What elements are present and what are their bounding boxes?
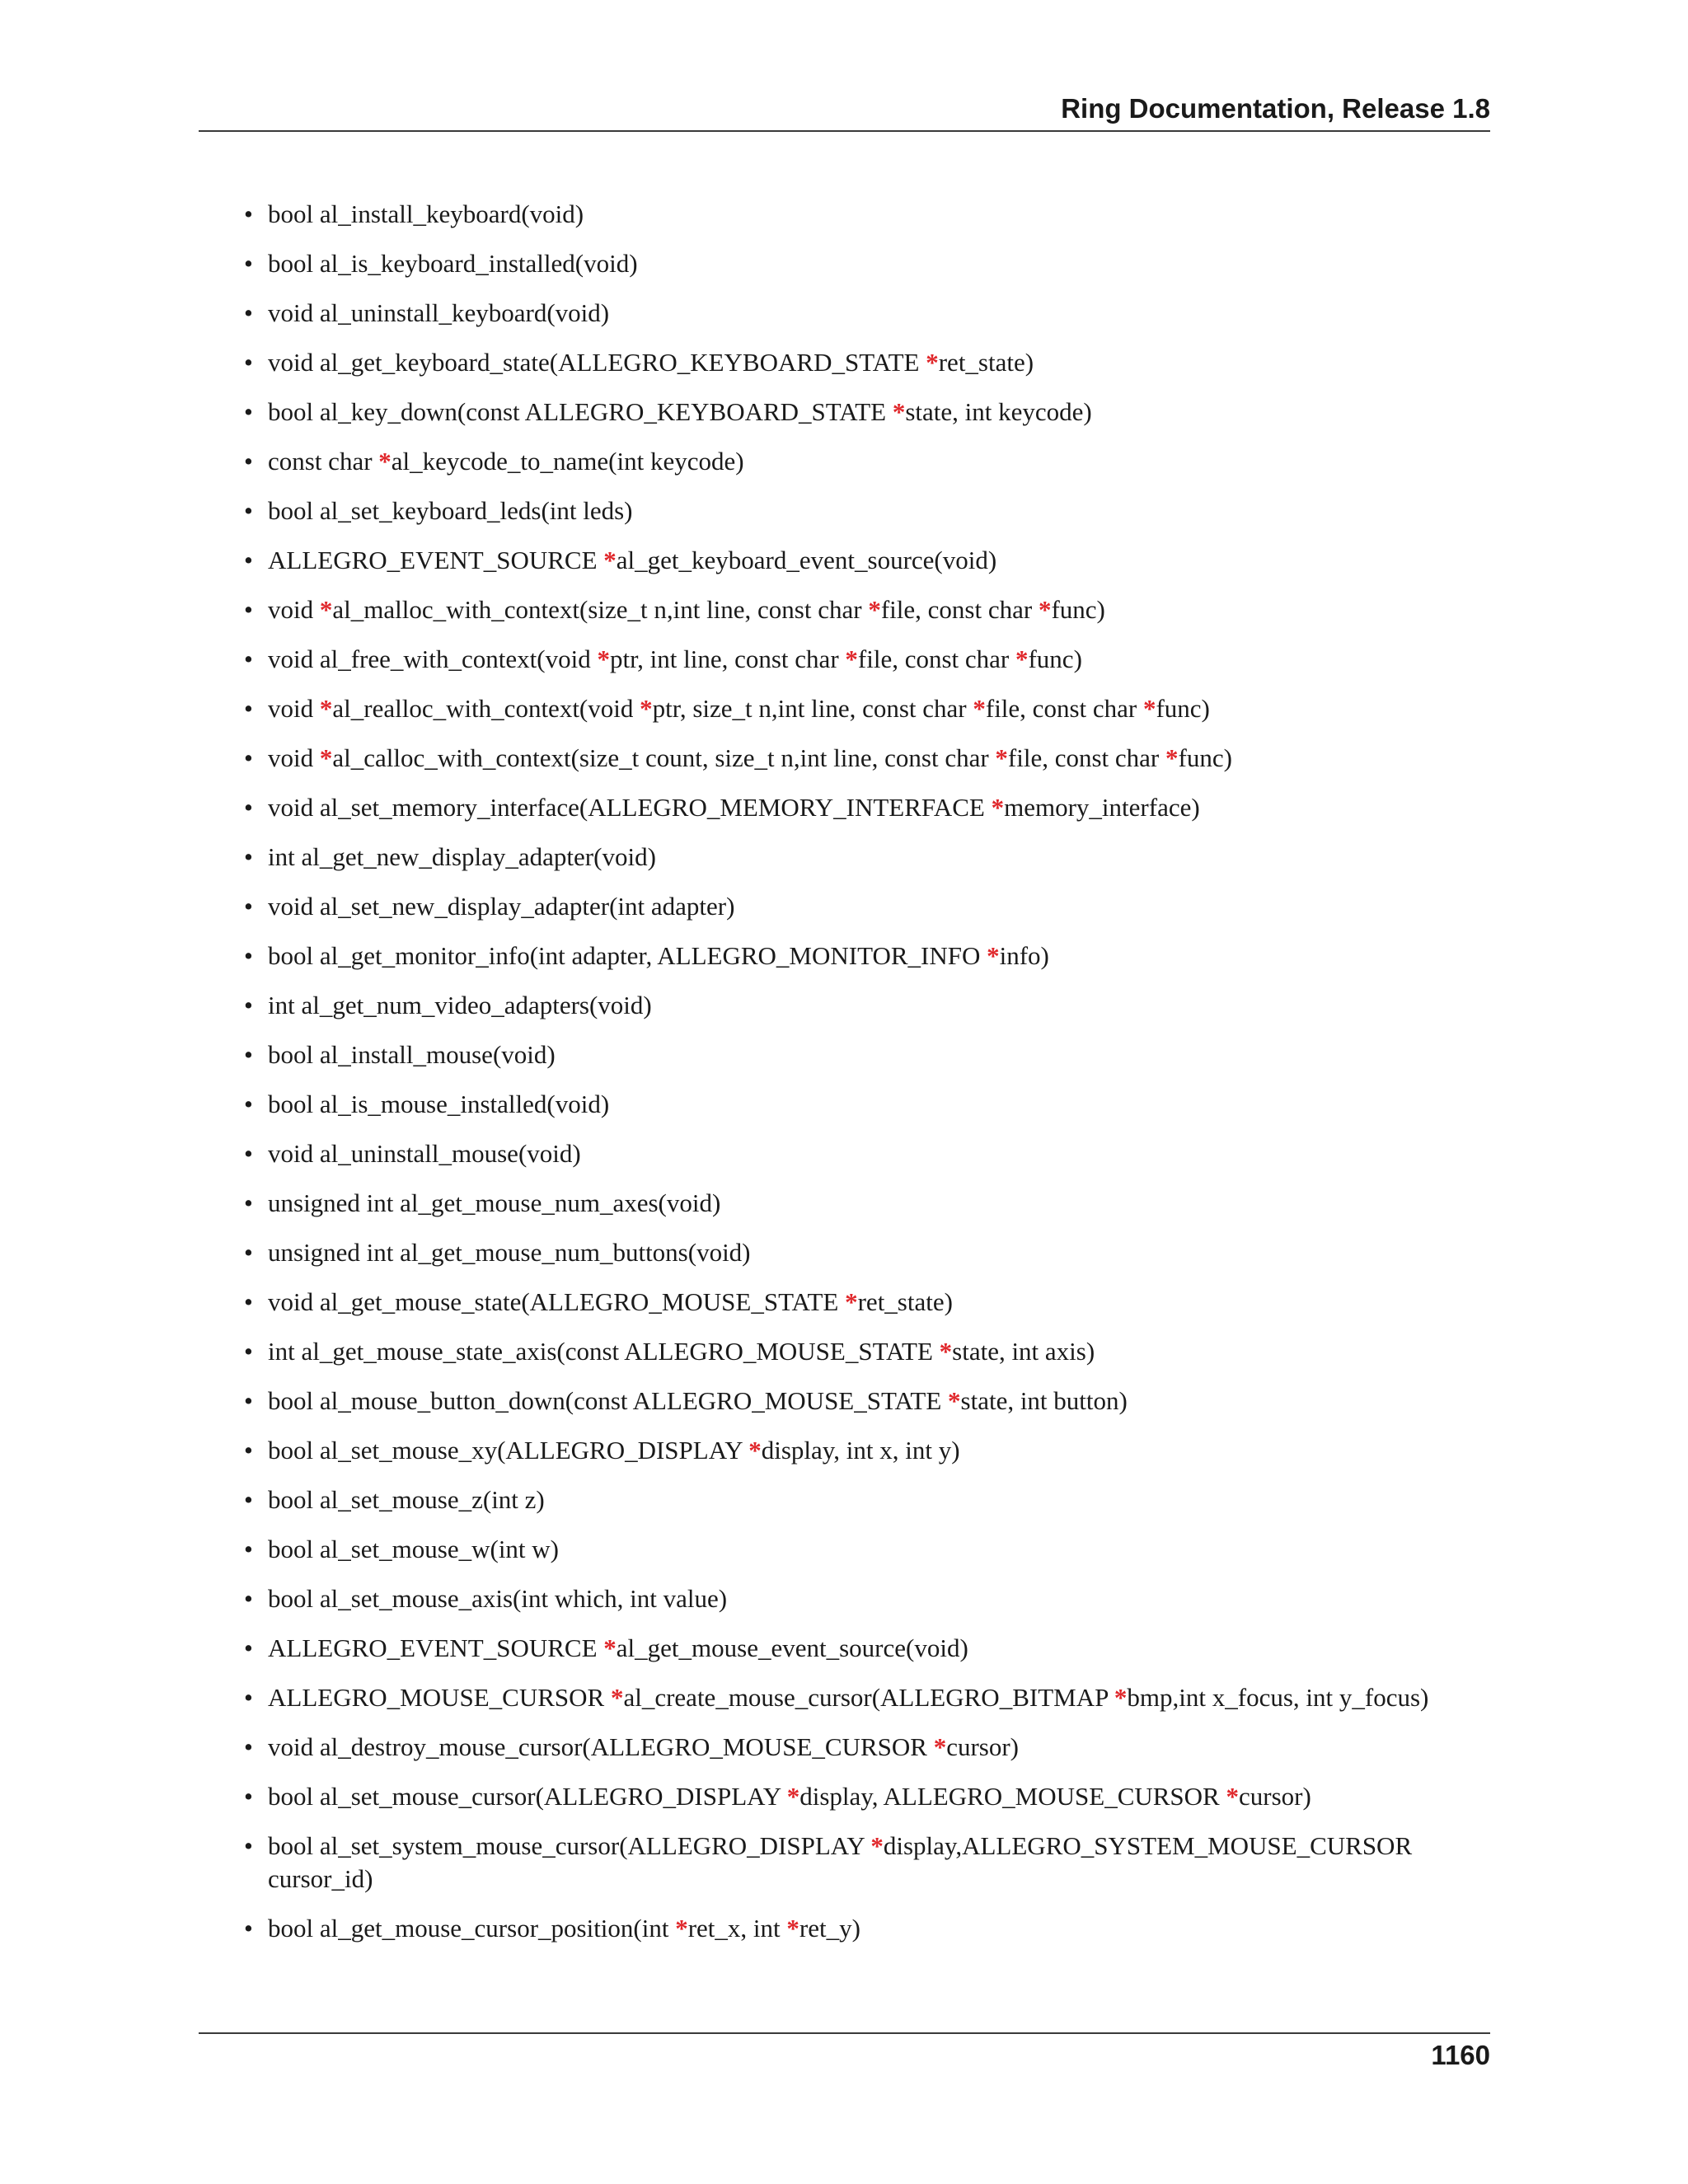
bullet-icon: •: [244, 1188, 253, 1217]
list-item: [239, 1681, 1492, 1714]
bullet-icon: •: [244, 694, 253, 723]
function-signature: bool al_set_mouse_cursor(ALLEGRO_DISPLAY *display, ALLEGRO_MOUSE_CURSOR *cursor): [268, 1782, 1311, 1811]
function-signature: void al_uninstall_mouse(void): [268, 1139, 581, 1168]
function-signature: bool al_mouse_button_down(const ALLEGRO_MOUSE_STATE *state, int button): [268, 1386, 1128, 1415]
list-item: [239, 1335, 1492, 1368]
pointer-asterisk: *: [987, 941, 1000, 970]
pointer-asterisk: *: [870, 1831, 884, 1860]
pointer-asterisk: *: [845, 644, 858, 673]
function-signature: bool al_set_mouse_w(int w): [268, 1535, 560, 1563]
bullet-icon: •: [244, 1633, 253, 1662]
bullet-icon: •: [244, 496, 253, 525]
bullet-icon: •: [244, 1782, 253, 1811]
pointer-asterisk: *: [1165, 743, 1179, 772]
pointer-asterisk: *: [378, 447, 392, 476]
function-signature: bool al_is_keyboard_installed(void): [268, 249, 638, 278]
bullet-icon: •: [244, 1238, 253, 1267]
bullet-icon: •: [244, 1535, 253, 1563]
function-signature: bool al_set_keyboard_leds(int leds): [268, 496, 633, 525]
pointer-asterisk: *: [991, 793, 1005, 822]
list-item: [239, 1780, 1492, 1813]
bullet-icon: •: [244, 1386, 253, 1415]
bullet-icon: •: [244, 397, 253, 426]
function-signature: bool al_install_keyboard(void): [268, 199, 584, 228]
pointer-asterisk: *: [603, 546, 617, 574]
function-signature: unsigned int al_get_mouse_num_buttons(void): [268, 1238, 751, 1267]
list-item: [239, 346, 1492, 379]
list-item: [239, 841, 1492, 874]
list-item: [239, 1830, 1492, 1896]
list-item: [239, 297, 1492, 330]
list-item: [239, 1236, 1492, 1269]
bullet-icon: •: [244, 644, 253, 673]
list-item: [239, 1137, 1492, 1170]
bullet-icon: •: [244, 1584, 253, 1613]
pointer-asterisk: *: [1038, 595, 1052, 624]
bullet-icon: •: [244, 842, 253, 871]
list-item: [239, 1582, 1492, 1615]
function-signature: const char *al_keycode_to_name(int keycode): [268, 447, 744, 476]
function-signature: ALLEGRO_EVENT_SOURCE *al_get_mouse_event_source(void): [268, 1633, 968, 1662]
function-signature: ALLEGRO_EVENT_SOURCE *al_get_keyboard_event_source(void): [268, 546, 997, 574]
pointer-asterisk: *: [1015, 644, 1029, 673]
list-item: [239, 1632, 1492, 1665]
function-signature: bool al_set_mouse_xy(ALLEGRO_DISPLAY *display, int x, int y): [268, 1436, 960, 1465]
function-signature: bool al_get_monitor_info(int adapter, ALLEGRO_MONITOR_INFO *info): [268, 941, 1049, 970]
list-item: [239, 544, 1492, 577]
pointer-asterisk: *: [995, 743, 1008, 772]
function-signature: int al_get_num_video_adapters(void): [268, 991, 652, 1019]
bullet-icon: •: [244, 1090, 253, 1118]
function-signature: void al_free_with_context(void *ptr, int line, const char *file, const char *func): [268, 644, 1082, 673]
list-item: [239, 1088, 1492, 1121]
function-signature: void al_get_mouse_state(ALLEGRO_MOUSE_STATE *ret_state): [268, 1287, 953, 1316]
list-item: [239, 396, 1492, 429]
list-item: [239, 1731, 1492, 1764]
pointer-asterisk: *: [786, 1914, 799, 1943]
pointer-asterisk: *: [1142, 694, 1156, 723]
bullet-icon: •: [244, 892, 253, 921]
pointer-asterisk: *: [675, 1914, 688, 1943]
bullet-icon: •: [244, 1485, 253, 1514]
list-item: [239, 445, 1492, 478]
bullet-icon: •: [244, 1337, 253, 1366]
pointer-asterisk: *: [748, 1436, 762, 1465]
pointer-asterisk: *: [948, 1386, 961, 1415]
pointer-asterisk: *: [1114, 1683, 1128, 1712]
bullet-icon: •: [244, 793, 253, 822]
bullet-icon: •: [244, 941, 253, 970]
pointer-asterisk: *: [845, 1287, 858, 1316]
function-signature: void al_set_new_display_adapter(int adapter): [268, 892, 735, 921]
pointer-asterisk: *: [640, 694, 653, 723]
pointer-asterisk: *: [933, 1732, 947, 1761]
bullet-icon: •: [244, 298, 253, 327]
pointer-asterisk: *: [926, 348, 939, 377]
bullet-icon: •: [244, 1139, 253, 1168]
list-item: [239, 989, 1492, 1022]
list-item: [239, 1483, 1492, 1516]
list-item: [239, 1286, 1492, 1319]
bullet-icon: •: [244, 743, 253, 772]
function-signature: bool al_key_down(const ALLEGRO_KEYBOARD_STATE *state, int keycode): [268, 397, 1092, 426]
bullet-icon: •: [244, 447, 253, 476]
pointer-asterisk: *: [939, 1337, 953, 1366]
list-item: [239, 593, 1492, 626]
list-item: [239, 1533, 1492, 1566]
function-signature: int al_get_mouse_state_axis(const ALLEGRO_MOUSE_STATE *state, int axis): [268, 1337, 1095, 1366]
bullet-icon: •: [244, 199, 253, 228]
pointer-asterisk: *: [319, 595, 333, 624]
header-title: Ring Documentation, Release 1.8: [1061, 93, 1490, 124]
list-item: [239, 1038, 1492, 1071]
pointer-asterisk: *: [1226, 1782, 1239, 1811]
list-item: [239, 692, 1492, 725]
function-signature: unsigned int al_get_mouse_num_axes(void): [268, 1188, 721, 1217]
pointer-asterisk: *: [597, 644, 610, 673]
pointer-asterisk: *: [319, 743, 333, 772]
pointer-asterisk: *: [610, 1683, 624, 1712]
bullet-icon: •: [244, 348, 253, 377]
function-signature: bool al_install_mouse(void): [268, 1040, 556, 1069]
list-item: [239, 198, 1492, 231]
bullet-icon: •: [244, 595, 253, 624]
function-signature: int al_get_new_display_adapter(void): [268, 842, 656, 871]
bullet-icon: •: [244, 1831, 253, 1860]
function-signature: bool al_set_mouse_z(int z): [268, 1485, 545, 1514]
function-signature: void al_destroy_mouse_cursor(ALLEGRO_MOUSE_CURSOR *cursor): [268, 1732, 1019, 1761]
function-list: [239, 198, 1492, 1961]
list-item: [239, 643, 1492, 676]
page-header: [199, 94, 1490, 132]
function-signature: ALLEGRO_MOUSE_CURSOR *al_create_mouse_cursor(ALLEGRO_BITMAP *bmp,int x_focus, int y_focus): [268, 1683, 1429, 1712]
bullet-icon: •: [244, 249, 253, 278]
pointer-asterisk: *: [319, 694, 333, 723]
function-signature: bool al_get_mouse_cursor_position(int *ret_x, int *ret_y): [268, 1914, 860, 1943]
function-signature: void *al_calloc_with_context(size_t count, size_t n,int line, const char *file, const char *func): [268, 743, 1232, 772]
list-item: [239, 247, 1492, 280]
bullet-icon: •: [244, 1732, 253, 1761]
bullet-icon: •: [244, 1683, 253, 1712]
function-signature: bool al_set_system_mouse_cursor(ALLEGRO_DISPLAY *display,ALLEGRO_SYSTEM_MOUSE_CURSOR cursor_id): [268, 1831, 1413, 1893]
bullet-icon: •: [244, 1287, 253, 1316]
function-signature: bool al_is_mouse_installed(void): [268, 1090, 610, 1118]
pointer-asterisk: *: [603, 1633, 617, 1662]
list-item: [239, 791, 1492, 824]
function-signature: void al_get_keyboard_state(ALLEGRO_KEYBOARD_STATE *ret_state): [268, 348, 1034, 377]
bullet-icon: •: [244, 1914, 253, 1943]
list-item: [239, 1187, 1492, 1220]
bullet-icon: •: [244, 1436, 253, 1465]
page-footer: [199, 2032, 1490, 2070]
page-number: 1160: [1431, 2040, 1490, 2070]
list-item: [239, 494, 1492, 527]
bullet-icon: •: [244, 546, 253, 574]
list-item: [239, 1385, 1492, 1418]
list-item: [239, 742, 1492, 775]
list-item: [239, 940, 1492, 972]
bullet-icon: •: [244, 1040, 253, 1069]
function-signature: bool al_set_mouse_axis(int which, int value): [268, 1584, 728, 1613]
pointer-asterisk: *: [786, 1782, 800, 1811]
list-item: [239, 1912, 1492, 1945]
pointer-asterisk: *: [892, 397, 906, 426]
function-signature: void al_uninstall_keyboard(void): [268, 298, 610, 327]
function-signature: void al_set_memory_interface(ALLEGRO_MEMORY_INTERFACE *memory_interface): [268, 793, 1200, 822]
pointer-asterisk: *: [868, 595, 881, 624]
function-signature: void *al_malloc_with_context(size_t n,int line, const char *file, const char *func): [268, 595, 1105, 624]
list-item: [239, 890, 1492, 923]
pointer-asterisk: *: [973, 694, 986, 723]
function-signature: void *al_realloc_with_context(void *ptr, size_t n,int line, const char *file, const char *func): [268, 694, 1210, 723]
bullet-icon: •: [244, 991, 253, 1019]
list-item: [239, 1434, 1492, 1467]
